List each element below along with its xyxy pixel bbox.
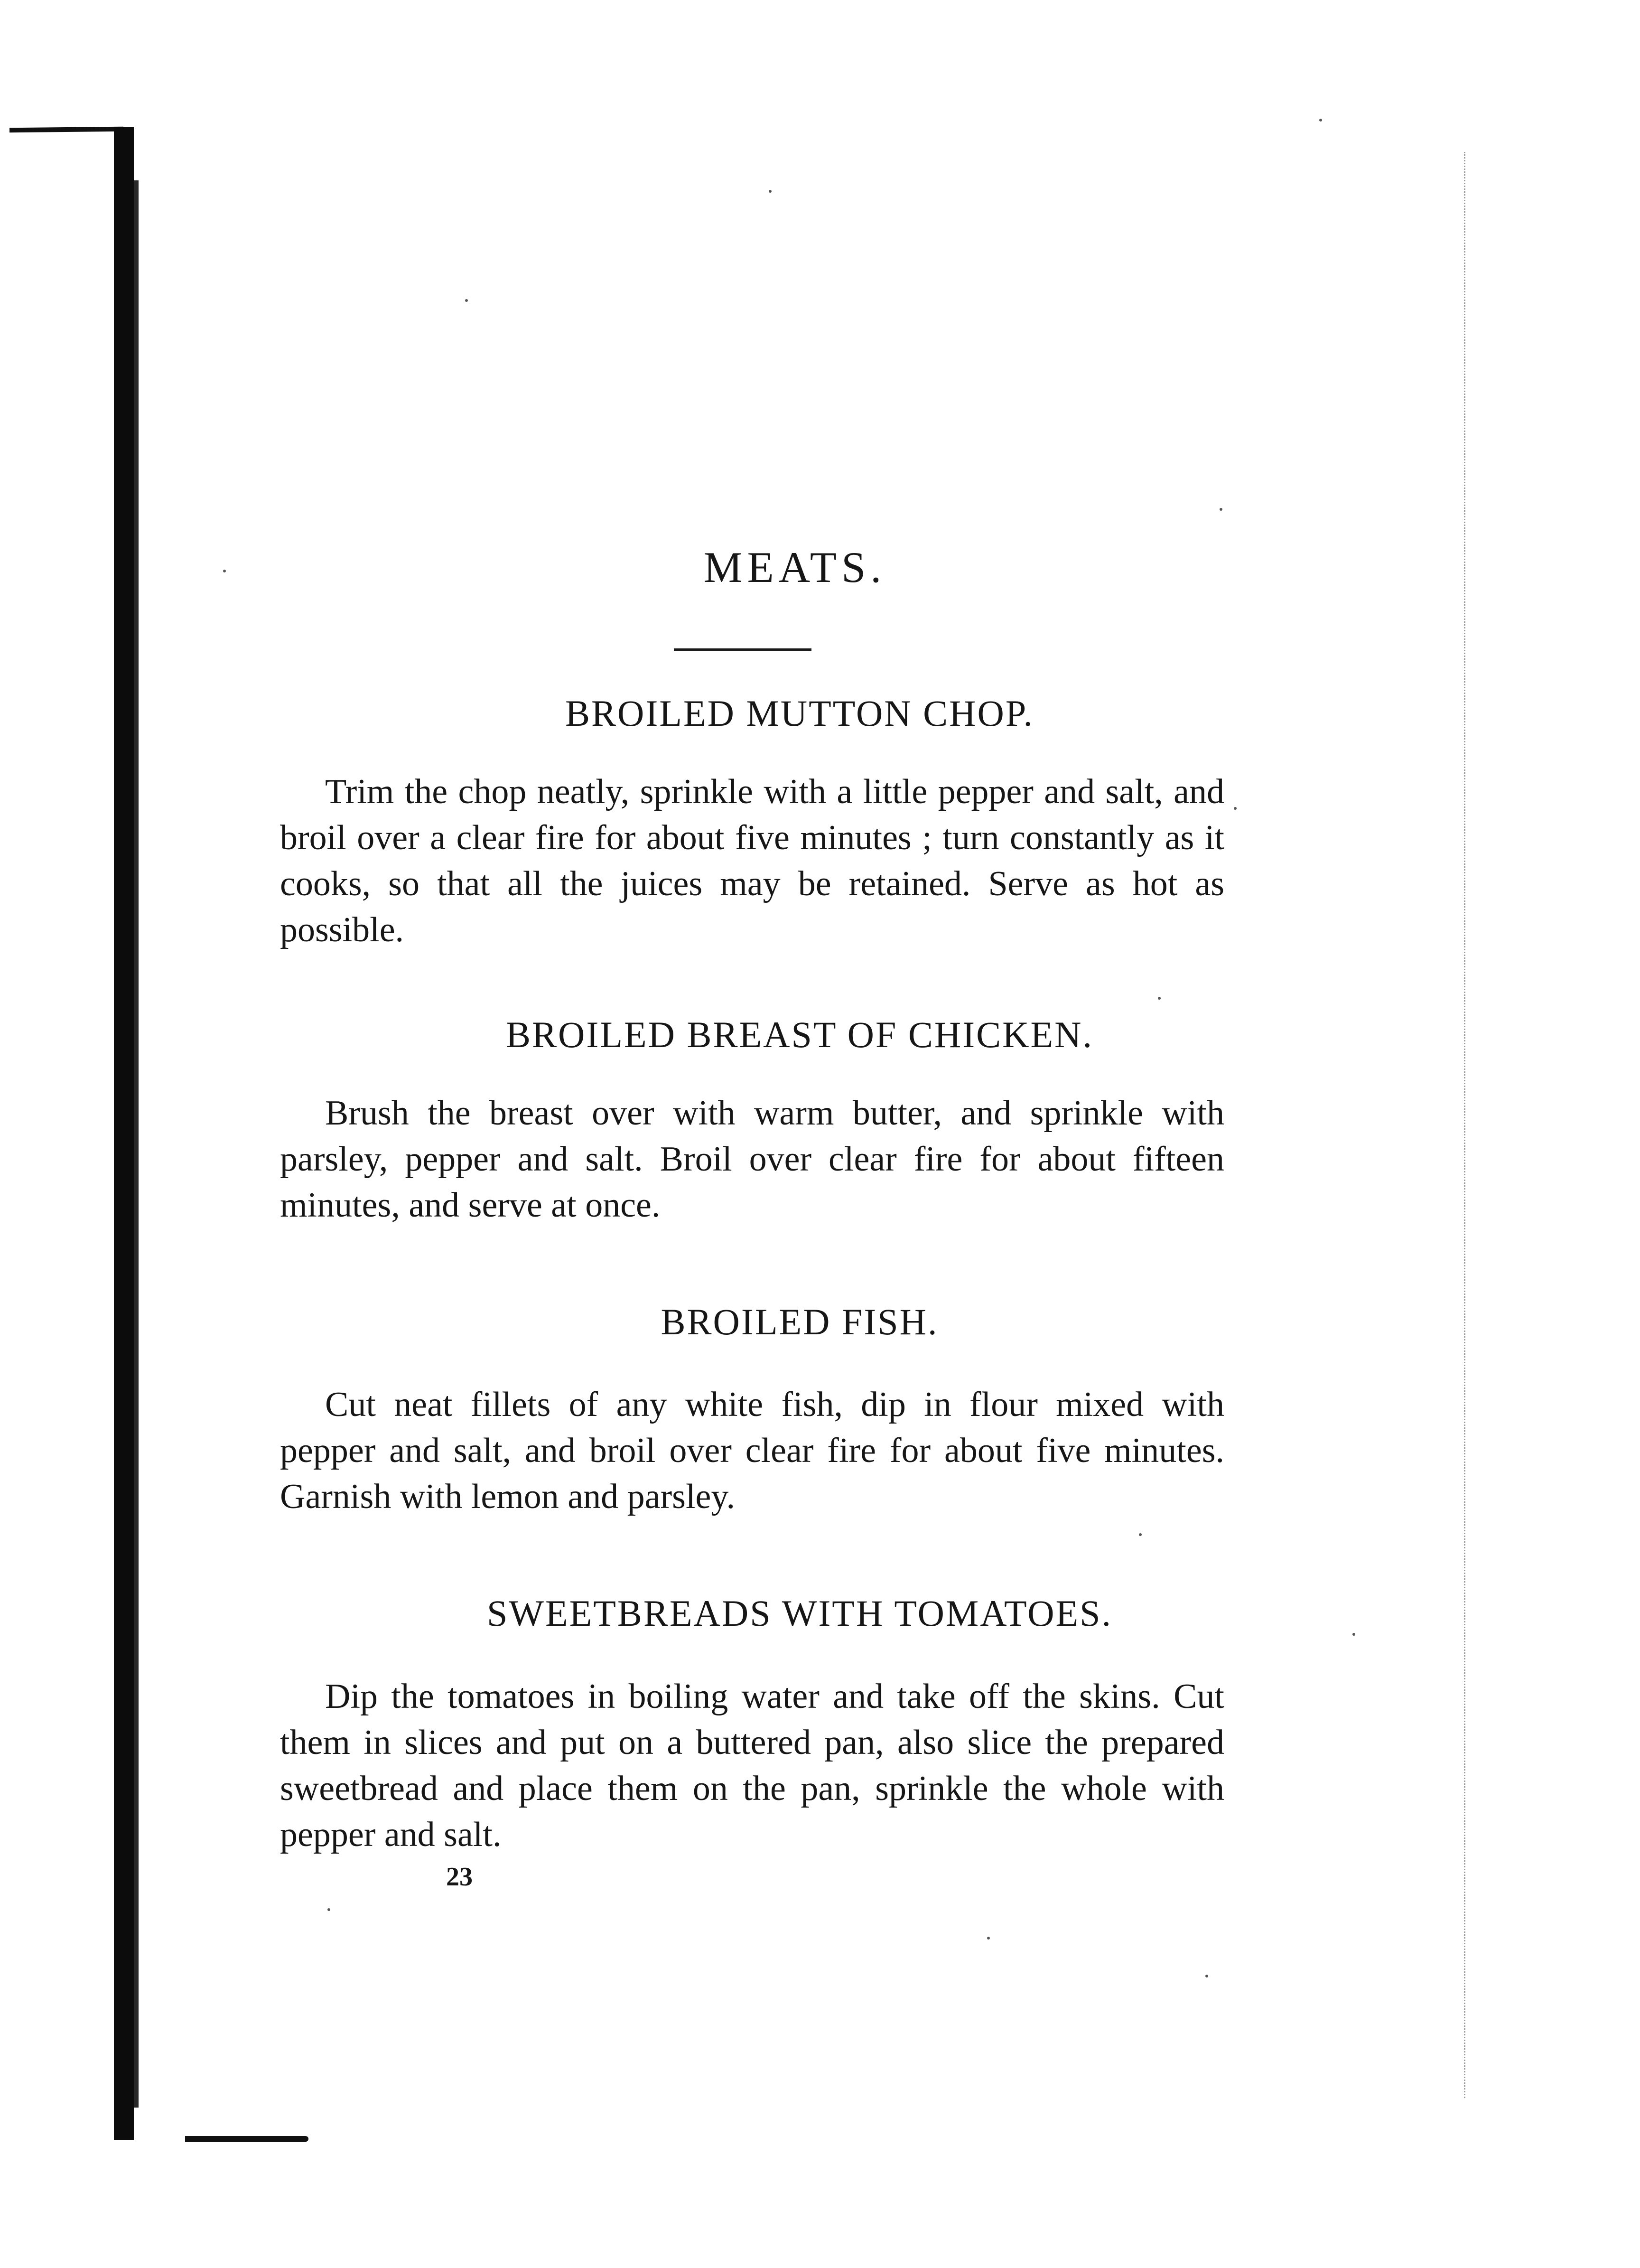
scan-speck	[1319, 119, 1322, 122]
recipe-title-mutton-chop: BROILED MUTTON CHOP.	[565, 693, 1034, 734]
recipe-body-breast-of-chicken: Brush the breast over with warm butter, and sprinkle with parsley, pepper and salt. Broil over clear fire for about fifteen minutes, and serve at once.	[280, 1093, 1224, 1225]
recipe-body-sweetbreads: Dip the tomatoes in boiling water and take off the skins. Cut them in slices and put on a buttered pan, also slice the prepared sweetbread and place them on the pan, sprinkle the whole with pepper and salt.	[280, 1677, 1224, 1854]
scan-speck	[1352, 1633, 1355, 1636]
title-rule	[674, 648, 811, 651]
scan-speck	[1220, 508, 1222, 511]
page-right-edge	[1464, 152, 1467, 2098]
book-page	[280, 541, 1229, 1890]
scan-speck	[465, 299, 468, 302]
recipe-title-broiled-fish: BROILED FISH.	[661, 1301, 939, 1342]
recipe-body-mutton-chop: Trim the chop neatly, sprinkle with a little pepper and salt, and broil over a clear fire for about five minutes ; turn constantly as it cooks, so that all the juices may be retained. Serve as hot as possible.	[280, 772, 1224, 949]
recipe-title-breast-of-chicken: BROILED BREAST OF CHICKEN.	[506, 1013, 1093, 1055]
binding-edge-shadow	[134, 180, 139, 2108]
scan-speck	[769, 190, 772, 193]
binding-edge-top	[9, 127, 123, 133]
page-title: MEATS.	[703, 543, 886, 591]
scan-speck	[223, 570, 226, 572]
scan-speck	[987, 1937, 990, 1940]
recipe-title-sweetbreads: SWEETBREADS WITH TOMATOES.	[486, 1593, 1113, 1634]
scan-speck	[1205, 1975, 1208, 1977]
scan-speck	[327, 1908, 330, 1911]
binding-edge-foot	[185, 2136, 308, 2142]
recipe-body-broiled-fish: Cut neat fillets of any white fish, dip in flour mixed with pepper and salt, and broil over clear fire for about five minutes. Garnish with lemon and parsley.	[280, 1385, 1224, 1517]
page-number: 23	[446, 1862, 473, 1892]
scan-speck	[1234, 807, 1237, 810]
binding-edge	[114, 127, 134, 2140]
